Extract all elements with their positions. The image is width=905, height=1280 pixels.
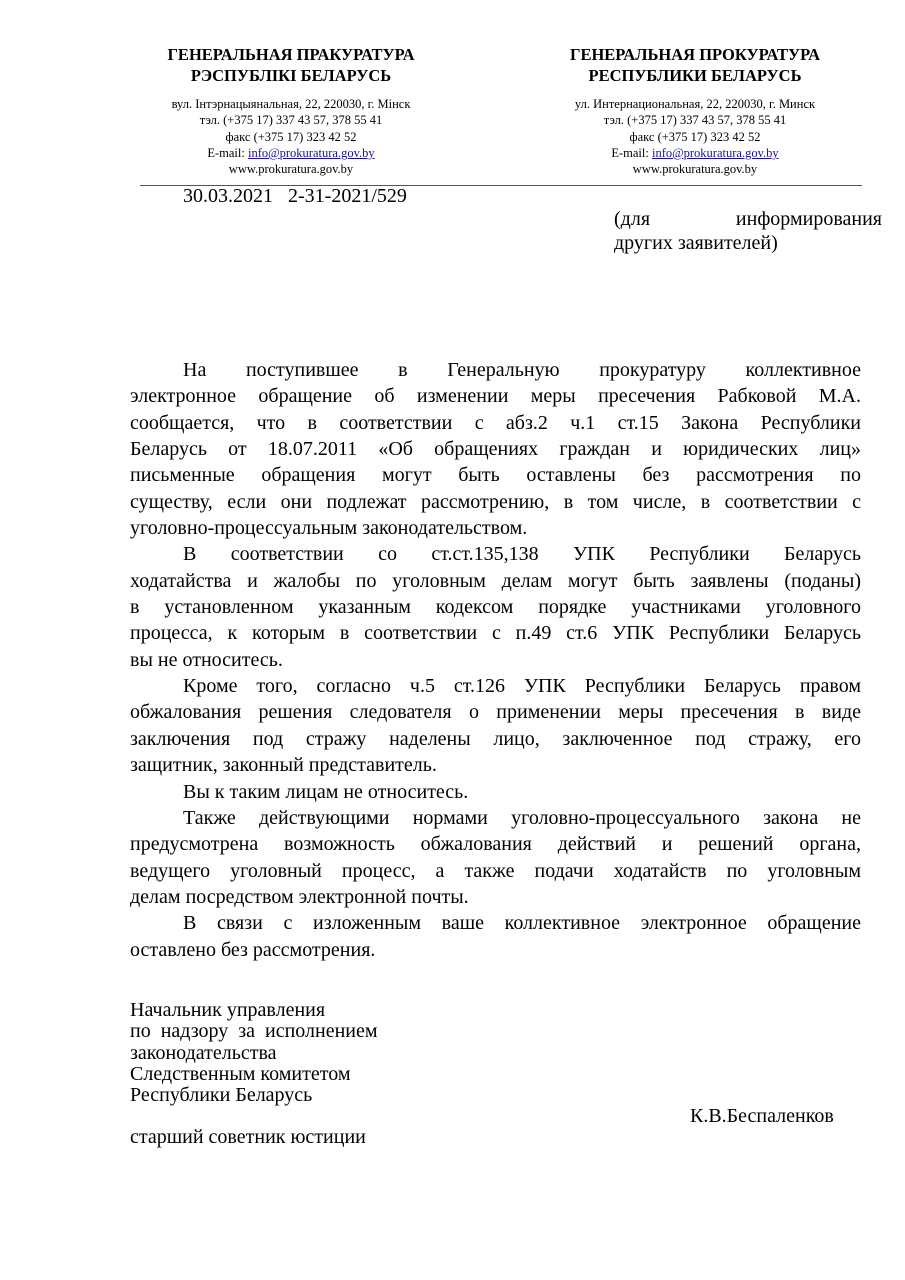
address-ru: ул. Интернациональная, 22, 220030, г. Минск (574, 97, 816, 111)
paragraph-line: Беларусь от 18.07.2011 «Об обращениях граждан и юридических лиц» (130, 438, 861, 461)
addressee-line: других заявителей) (614, 232, 778, 254)
signature-position (130, 1000, 378, 1106)
paragraph-line: обжалования решения следователя о применении меры пресечения в виде (130, 701, 861, 724)
address-by: вул. Інтэрнацыянальная, 22, 220030, г. Мінск (171, 97, 411, 111)
paragraph-line: В соответствии со ст.ст.135,138 УПК Республики Беларусь (183, 543, 861, 566)
paragraph-line: В связи с изложенным ваше коллективное электронное обращение (183, 912, 861, 935)
email-label: E-mail: (611, 145, 652, 160)
fax-by: факс (+375 17) 323 42 52 (225, 129, 357, 144)
email-link[interactable]: info@prokuratura.gov.by (247, 145, 375, 160)
paragraph-line: Также действующими нормами уголовно-процессуального закона не (183, 806, 861, 829)
paragraph-line: заключения под стражу наделены лицо, заключенное под стражу, его (130, 727, 861, 750)
paragraph-line: письменные обращения могут быть оставлены без рассмотрения по (130, 464, 861, 487)
paragraph-line: существу, если они подлежат рассмотрению, в том числе, в соответствии с (130, 490, 861, 513)
signatory-name: К.В.Беспаленков (690, 1105, 834, 1127)
paragraph-line: защитник, законный представитель. (130, 754, 437, 777)
paragraph-line: уголовно-процессуальным законодательством. (130, 517, 528, 540)
paragraph-line: предусмотрена возможность обжалования действий и решений органа, (130, 833, 861, 856)
paragraph-line: делам посредством электронной почты. (130, 885, 469, 908)
paragraph (130, 805, 861, 910)
paragraph-line: сообщается, что в соответствии с абз.2 ч.1 ст.15 Закона Республики (130, 411, 861, 434)
phone-by: тэл. (+375 17) 337 43 57, 378 55 41 (199, 113, 383, 128)
paragraph-line: На поступившее в Генеральную прокуратуру коллективное (183, 359, 861, 381)
paragraph (130, 541, 861, 673)
email-row-by (126, 145, 456, 161)
addressee (614, 207, 882, 255)
fax-ru: факс (+375 17) 323 42 52 (629, 129, 761, 144)
paragraph-line: Кроме того, согласно ч.5 ст.126 УПК Республики Беларусь правом (183, 675, 861, 698)
letter-body (130, 357, 861, 963)
paragraph-line: процесса, к которым в соответствии с п.49 ст.6 УПК Республики Беларусь (130, 622, 861, 645)
org-subtitle-by: РЭСПУБЛІКІ БЕЛАРУСЬ (190, 66, 392, 85)
paragraph-line: ходатайства и жалобы по уголовным делам могут быть заявлены (поданы) (130, 569, 861, 592)
paragraph-line: вы не относитесь. (130, 648, 283, 671)
website-ru: www.prokuratura.gov.by (632, 162, 758, 177)
signatory-rank: старший советник юстиции (130, 1126, 366, 1148)
org-title-ru: ГЕНЕРАЛЬНАЯ ПРОКУРАТУРА (569, 45, 821, 64)
paragraph-line: Вы к таким лицам не относитесь. (183, 780, 469, 803)
paragraph-line: электронное обращение об изменении меры пресечения Рабковой М.А. (130, 385, 861, 408)
email-link[interactable]: info@prokuratura.gov.by (651, 145, 779, 160)
paragraph (130, 673, 861, 778)
position-line: законодательства (130, 1041, 277, 1064)
date-reference: 30.03.2021 2-31-2021/529 (183, 185, 407, 207)
header-belarusian (126, 44, 456, 177)
paragraph-line: ведущего уголовный процесс, а также подачи ходатайств по уголовным (130, 859, 861, 882)
paragraph-line: оставлено без рассмотрения. (130, 938, 376, 961)
phone-ru: тэл. (+375 17) 337 43 57, 378 55 41 (603, 113, 787, 128)
paragraph (130, 357, 861, 541)
email-label: E-mail: (207, 145, 248, 160)
addressee-line: (для информирования (614, 208, 882, 230)
position-line: Республики Беларусь (130, 1084, 313, 1107)
paragraph (130, 779, 861, 805)
position-line: по надзору за исполнением (130, 1020, 378, 1043)
paragraph-line: в установленном указанным кодексом порядке участниками уголовного (130, 596, 861, 619)
org-title-by: ГЕНЕРАЛЬНАЯ ПРАКУРАТУРА (167, 45, 415, 64)
header-russian (530, 44, 860, 177)
website-by: www.prokuratura.gov.by (228, 162, 354, 177)
org-subtitle-ru: РЕСПУБЛИКИ БЕЛАРУСЬ (588, 66, 802, 85)
email-row-ru (530, 145, 860, 161)
paragraph (130, 910, 861, 963)
position-line: Следственным комитетом (130, 1062, 351, 1085)
position-line: Начальник управления (130, 999, 326, 1021)
